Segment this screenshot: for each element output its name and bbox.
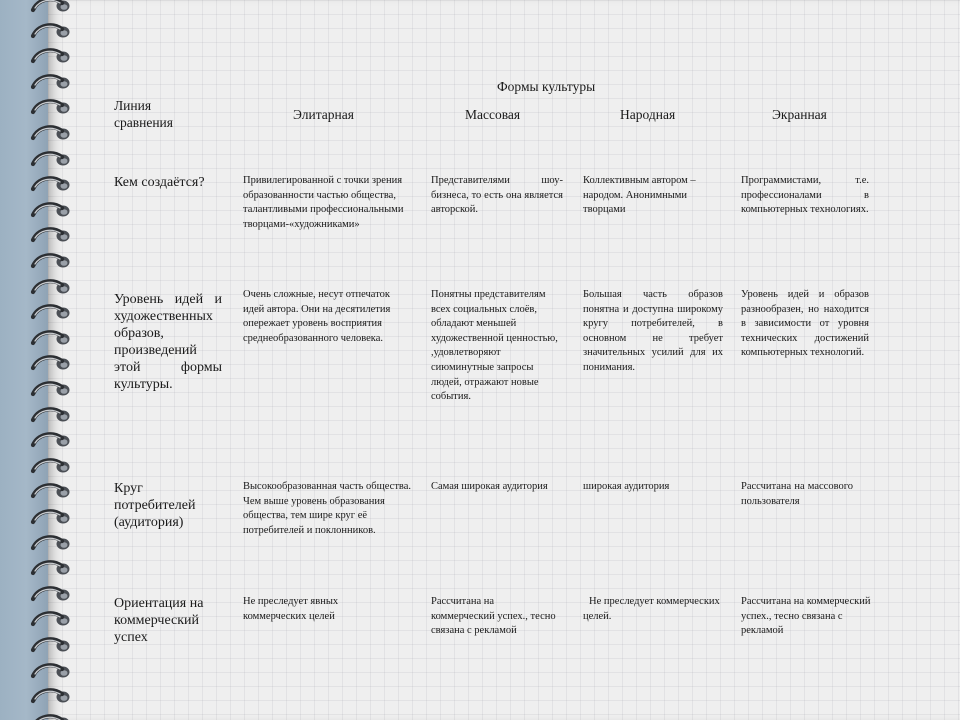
header-col-elite: Элитарная xyxy=(293,107,354,122)
header-comparison-line: Линия сравнения xyxy=(114,98,173,130)
cell-idea-level-folk: Большая часть образов понятна и доступна широкому кругу потребителей, в основном не требует значительных усилий для их понимания. xyxy=(583,289,723,373)
cell-audience-folk: широкая аудитория xyxy=(583,481,670,492)
cell-commercial-folk: Не преследует коммерческих целей. xyxy=(583,596,720,622)
row-label-idea-level: Уровень идей и художественных образов, произведений этой формы культуры. xyxy=(114,292,222,392)
row-label-audience: Круг потребителей (аудитория) xyxy=(114,481,196,530)
cell-idea-level-screen: Уровень идей и образов разнообразен, но находится в зависимости от уровня технических достижений компьютерных технологий. xyxy=(741,289,869,359)
cell-commercial-screen: Рассчитана на коммерческий успех., тесно связана с рекламой xyxy=(741,596,871,637)
cell-creator-screen: Программистами, т.е. профессионалами в компьютерных технологиях. xyxy=(741,175,869,216)
header-col-mass: Массовая xyxy=(465,107,521,122)
row-label-creator: Кем создаётся? xyxy=(114,175,205,190)
cell-commercial-elite: Не преследует явных коммерческих целей xyxy=(243,596,339,622)
cell-audience-screen: Рассчитана на массового пользователя xyxy=(741,481,853,507)
cell-idea-level-mass: Понятны представителям всех социальных слоёв, обладают меньшей художественной ценностью, ,удовлетворяют сиюминутные запросы людей, отражают новые события. xyxy=(431,289,558,403)
cell-creator-folk: Коллективным автором – народом. Анонимными творцами xyxy=(583,175,696,216)
cell-creator-mass: Представителями шоу-бизнеса, то есть она является авторской. xyxy=(431,175,563,216)
header-col-folk: Народная xyxy=(620,107,676,122)
cell-audience-mass: Самая широкая аудитория xyxy=(431,481,548,492)
header-forms-of-culture: Формы культуры xyxy=(497,79,596,94)
row-label-commercial: Ориентация на коммерческий успех xyxy=(114,596,204,645)
cell-audience-elite: Высокообразованная часть общества. Чем выше уровень образования общества, тем шире круг её потребителей и поклонников. xyxy=(243,481,412,536)
cell-creator-elite: Привилегированной с точки зрения образованности частью общества, талантливыми профессиональными творцами-«художниками» xyxy=(243,175,404,230)
header-col-screen: Экранная xyxy=(772,107,827,122)
cell-idea-level-elite: Очень сложные, несут отпечаток идей автора. Они на десятилетия опережает уровень восприятия среднеобразованного человека. xyxy=(243,289,391,344)
cell-commercial-mass: Рассчитана на коммерческий успех., тесно связана с рекламой xyxy=(431,596,556,637)
